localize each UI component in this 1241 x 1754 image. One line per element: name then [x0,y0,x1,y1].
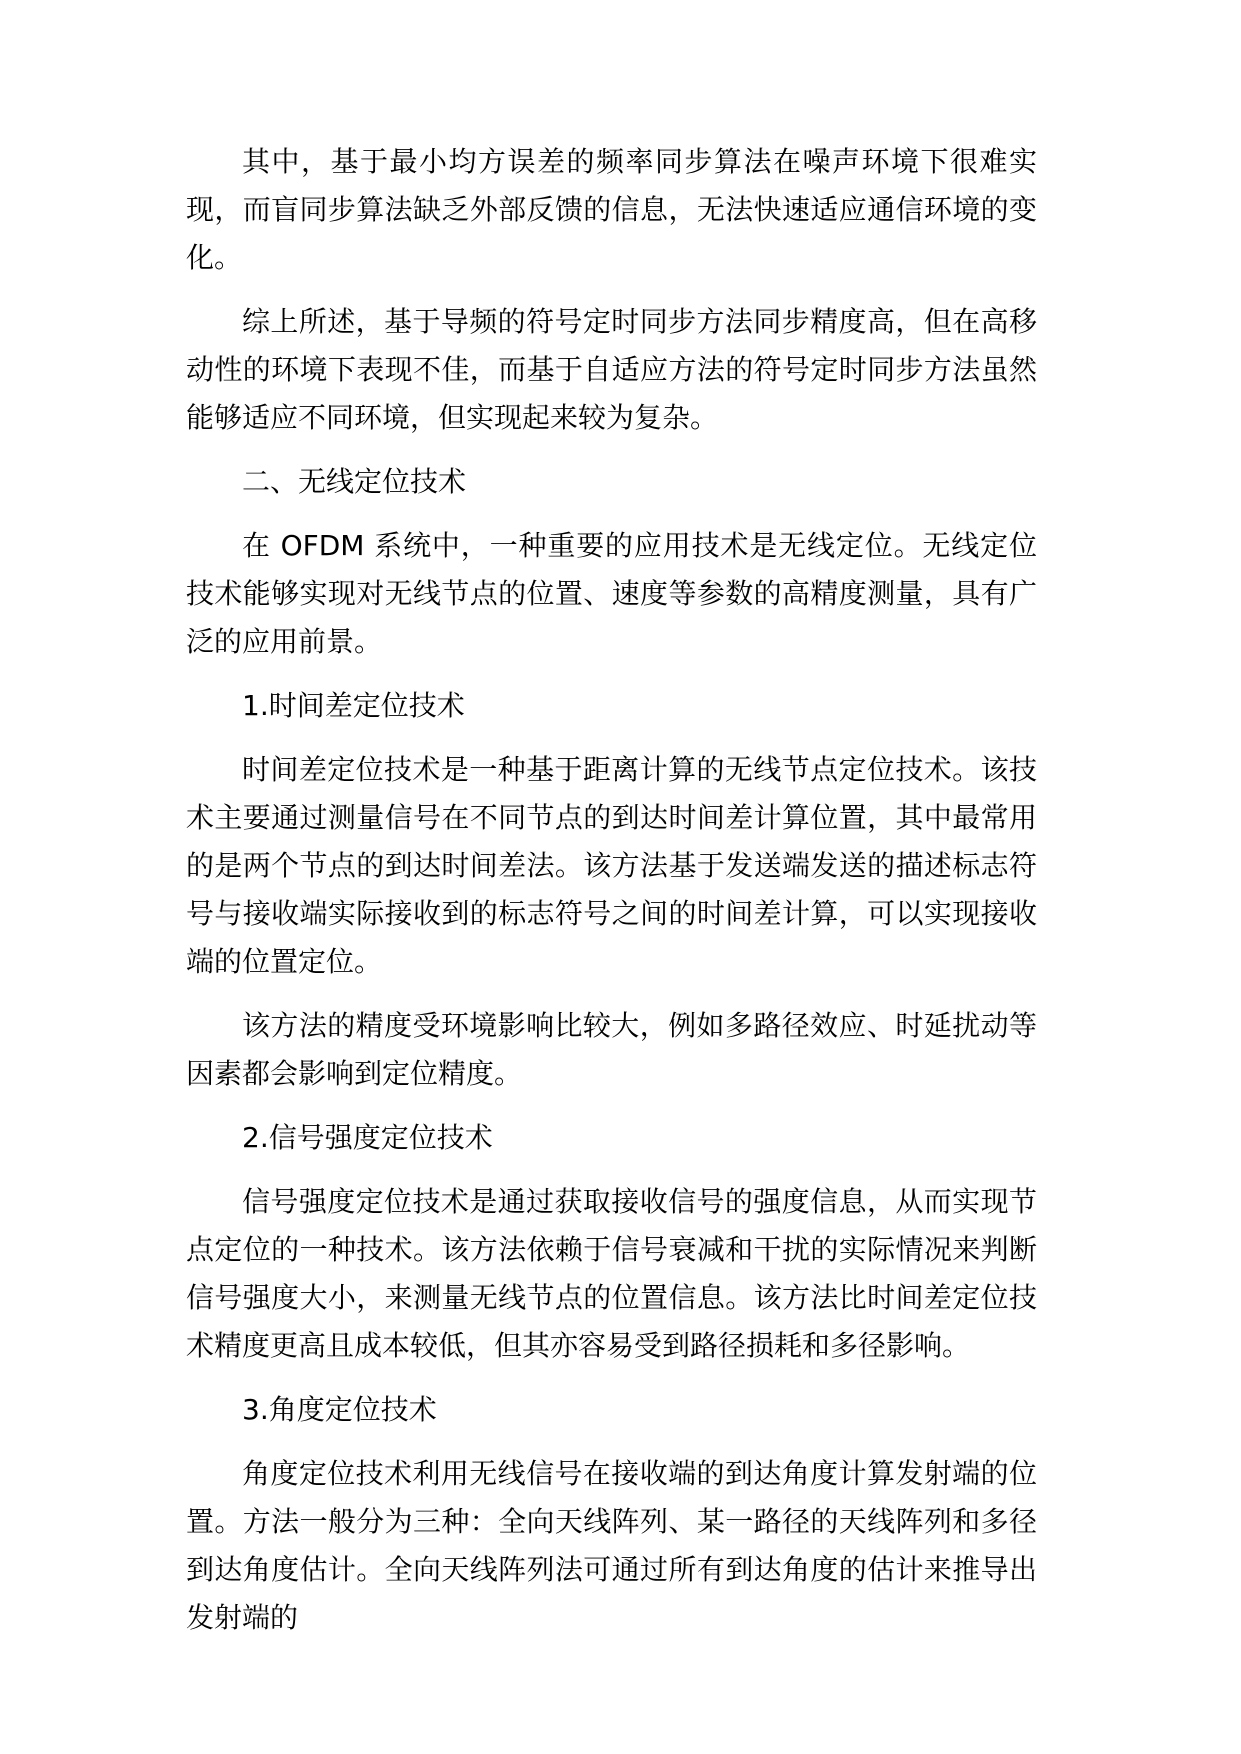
section-heading: 1.时间差定位技术 [242,689,465,722]
paragraph: 该方法的精度受环境影响比较大，例如多路径效应、时延扰动等因素都会影响到定位精度。 [186,1009,1037,1090]
document-body [186,138,1037,1642]
paragraph: 在 OFDM 系统中，一种重要的应用技术是无线定位。无线定位技术能够实现对无线节点的位置、速度等参数的高精度测量，具有广泛的应用前景。 [186,529,1037,658]
section-heading: 2.信号强度定位技术 [242,1121,493,1154]
paragraph: 其中，基于最小均方误差的频率同步算法在噪声环境下很难实现，而盲同步算法缺乏外部反馈的信息，无法快速适应通信环境的变化。 [186,145,1037,274]
paragraph: 角度定位技术利用无线信号在接收端的到达角度计算发射端的位置。方法一般分为三种：全向天线阵列、某一路径的天线阵列和多径到达角度估计。全向天线阵列法可通过所有到达角度的估计来推导出发射端的 [186,1457,1037,1634]
paragraph: 综上所述，基于导频的符号定时同步方法同步精度高，但在高移动性的环境下表现不佳，而基于自适应方法的符号定时同步方法虽然能够适应不同环境，但实现起来较为复杂。 [186,305,1037,434]
paragraph: 时间差定位技术是一种基于距离计算的无线节点定位技术。该技术主要通过测量信号在不同节点的到达时间差计算位置，其中最常用的是两个节点的到达时间差法。该方法基于发送端发送的描述标志符号与接收端实际接收到的标志符号之间的时间差计算，可以实现接收端的位置定位。 [186,753,1037,978]
section-heading: 二、无线定位技术 [242,465,467,498]
paragraph: 信号强度定位技术是通过获取接收信号的强度信息，从而实现节点定位的一种技术。该方法依赖于信号衰减和干扰的实际情况来判断信号强度大小，来测量无线节点的位置信息。该方法比时间差定位技术精度更高且成本较低，但其亦容易受到路径损耗和多径影响。 [186,1185,1037,1362]
section-heading: 3.角度定位技术 [242,1393,437,1426]
